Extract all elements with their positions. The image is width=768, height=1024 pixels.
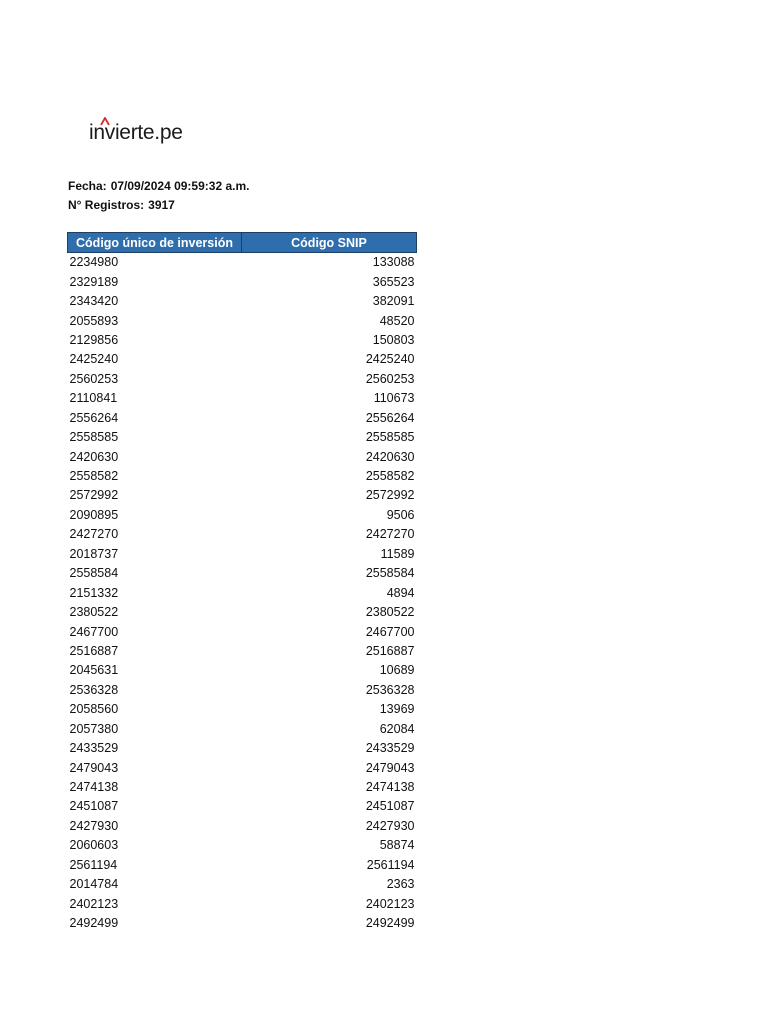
codigo-snip-cell: 2451087 (365, 799, 415, 814)
codigo-snip-cell: 2536328 (365, 682, 415, 697)
codigo-unico-cell: 2474138 (69, 780, 119, 795)
column-header-codigo-snip: Código SNIP (242, 233, 417, 253)
table-row (68, 292, 417, 311)
table-row (68, 409, 417, 428)
table-row (68, 894, 417, 913)
table-row (68, 331, 417, 350)
table-row (68, 642, 417, 661)
codigo-snip-cell: 2467700 (365, 624, 415, 639)
table-row (68, 739, 417, 758)
logo-text: invierte.pe (89, 121, 183, 144)
codigo-unico-cell: 2572992 (69, 488, 119, 503)
table-row (68, 603, 417, 622)
codigo-snip-cell: 2427930 (365, 818, 415, 833)
table-row (68, 778, 417, 797)
codigo-unico-cell: 2558584 (69, 566, 119, 581)
table-header-row (68, 233, 417, 253)
codigo-unico-cell: 2427270 (69, 527, 119, 542)
table-row (68, 486, 417, 505)
table-row (68, 661, 417, 680)
codigo-snip-cell: 2558582 (365, 469, 415, 484)
codigo-snip-cell: 2433529 (365, 741, 415, 756)
codigo-unico-cell: 2451087 (69, 799, 119, 814)
table-row (68, 525, 417, 544)
table-row (68, 506, 417, 525)
table-row (68, 914, 417, 933)
codigo-snip-cell: 133088 (372, 255, 415, 270)
codigo-unico-cell: 2558585 (69, 430, 119, 445)
codigo-unico-cell: 2492499 (69, 916, 119, 931)
codigo-unico-cell: 2151332 (69, 585, 119, 600)
codigo-unico-cell: 2433529 (69, 741, 119, 756)
registros-label: N° Registros: (68, 198, 145, 212)
codigo-unico-cell: 2110841 (69, 391, 118, 406)
codigo-snip-cell: 2492499 (365, 916, 415, 931)
codigo-unico-cell: 2402123 (69, 896, 119, 911)
table-row (68, 370, 417, 389)
registros-line (68, 197, 175, 213)
codigo-snip-cell: 62084 (379, 721, 415, 736)
codigo-snip-cell: 11589 (380, 546, 415, 561)
codigo-snip-cell: 2363 (386, 877, 415, 892)
codigo-snip-cell: 2560253 (365, 371, 415, 386)
codigo-snip-cell: 2556264 (365, 410, 415, 425)
table-row (68, 447, 417, 466)
codigo-unico-cell: 2018737 (69, 546, 119, 561)
codigo-snip-cell: 2479043 (365, 760, 415, 775)
codigo-unico-cell: 2014784 (69, 877, 119, 892)
codigo-unico-cell: 2425240 (69, 352, 119, 367)
table-row (68, 350, 417, 369)
codigo-snip-cell: 10689 (379, 663, 415, 678)
fecha-line (68, 178, 249, 194)
records-table-container (67, 232, 417, 933)
codigo-unico-cell: 2343420 (69, 294, 119, 309)
codigo-snip-cell: 365523 (372, 274, 415, 289)
codigo-snip-cell: 48520 (379, 313, 415, 328)
table-row (68, 428, 417, 447)
table-row (68, 875, 417, 894)
codigo-unico-cell: 2427930 (69, 818, 119, 833)
table-row (68, 467, 417, 486)
table-row (68, 564, 417, 583)
codigo-snip-cell: 2425240 (365, 352, 415, 367)
codigo-snip-cell: 110673 (373, 391, 415, 406)
fecha-value: 07/09/2024 09:59:32 a.m. (110, 179, 250, 193)
codigo-snip-cell: 4894 (386, 585, 415, 600)
codigo-snip-cell: 2516887 (365, 643, 415, 658)
table-body (68, 253, 417, 934)
codigo-unico-cell: 2380522 (69, 605, 119, 620)
table-row (68, 797, 417, 816)
codigo-unico-cell: 2234980 (69, 255, 119, 270)
table-row (68, 856, 417, 875)
codigo-unico-cell: 2045631 (69, 663, 119, 678)
codigo-snip-cell: 2402123 (365, 896, 415, 911)
codigo-snip-cell: 2558585 (365, 430, 415, 445)
codigo-unico-cell: 2058560 (69, 702, 119, 717)
table-row (68, 272, 417, 291)
codigo-snip-cell: 2474138 (365, 780, 415, 795)
codigo-snip-cell: 2380522 (365, 605, 415, 620)
codigo-unico-cell: 2536328 (69, 682, 119, 697)
table-row (68, 681, 417, 700)
codigo-unico-cell: 2558582 (69, 469, 119, 484)
codigo-snip-cell: 9506 (386, 507, 415, 522)
table-row (68, 700, 417, 719)
codigo-snip-cell: 2427270 (365, 527, 415, 542)
codigo-snip-cell: 58874 (379, 838, 415, 853)
table-row (68, 389, 417, 408)
codigo-unico-cell: 2560253 (69, 371, 119, 386)
codigo-unico-cell: 2057380 (69, 721, 119, 736)
table-row (68, 253, 417, 273)
codigo-unico-cell: 2561194 (69, 857, 118, 872)
table-row (68, 311, 417, 330)
codigo-snip-cell: 13969 (379, 702, 415, 717)
codigo-snip-cell: 150803 (372, 332, 415, 347)
table-row (68, 836, 417, 855)
fecha-label: Fecha: (68, 179, 107, 193)
codigo-snip-cell: 2572992 (365, 488, 415, 503)
table-row (68, 545, 417, 564)
codigo-snip-cell: 2558584 (365, 566, 415, 581)
codigo-unico-cell: 2329189 (69, 274, 119, 289)
column-header-codigo-unico: Código único de inversión (68, 233, 242, 253)
table-row (68, 817, 417, 836)
codigo-unico-cell: 2516887 (69, 643, 119, 658)
codigo-unico-cell: 2090895 (69, 507, 119, 522)
codigo-unico-cell: 2556264 (69, 410, 119, 425)
codigo-unico-cell: 2420630 (69, 449, 119, 464)
codigo-unico-cell: 2129856 (69, 332, 119, 347)
codigo-unico-cell: 2060603 (69, 838, 119, 853)
codigo-unico-cell: 2467700 (69, 624, 119, 639)
records-table (67, 232, 417, 933)
codigo-snip-cell: 2420630 (365, 449, 415, 464)
registros-value: 3917 (148, 198, 175, 212)
table-row (68, 583, 417, 602)
codigo-snip-cell: 382091 (372, 294, 415, 309)
table-row (68, 720, 417, 739)
codigo-snip-cell: 2561194 (366, 857, 415, 872)
codigo-unico-cell: 2055893 (69, 313, 119, 328)
table-row (68, 622, 417, 641)
codigo-unico-cell: 2479043 (69, 760, 119, 775)
table-row (68, 758, 417, 777)
